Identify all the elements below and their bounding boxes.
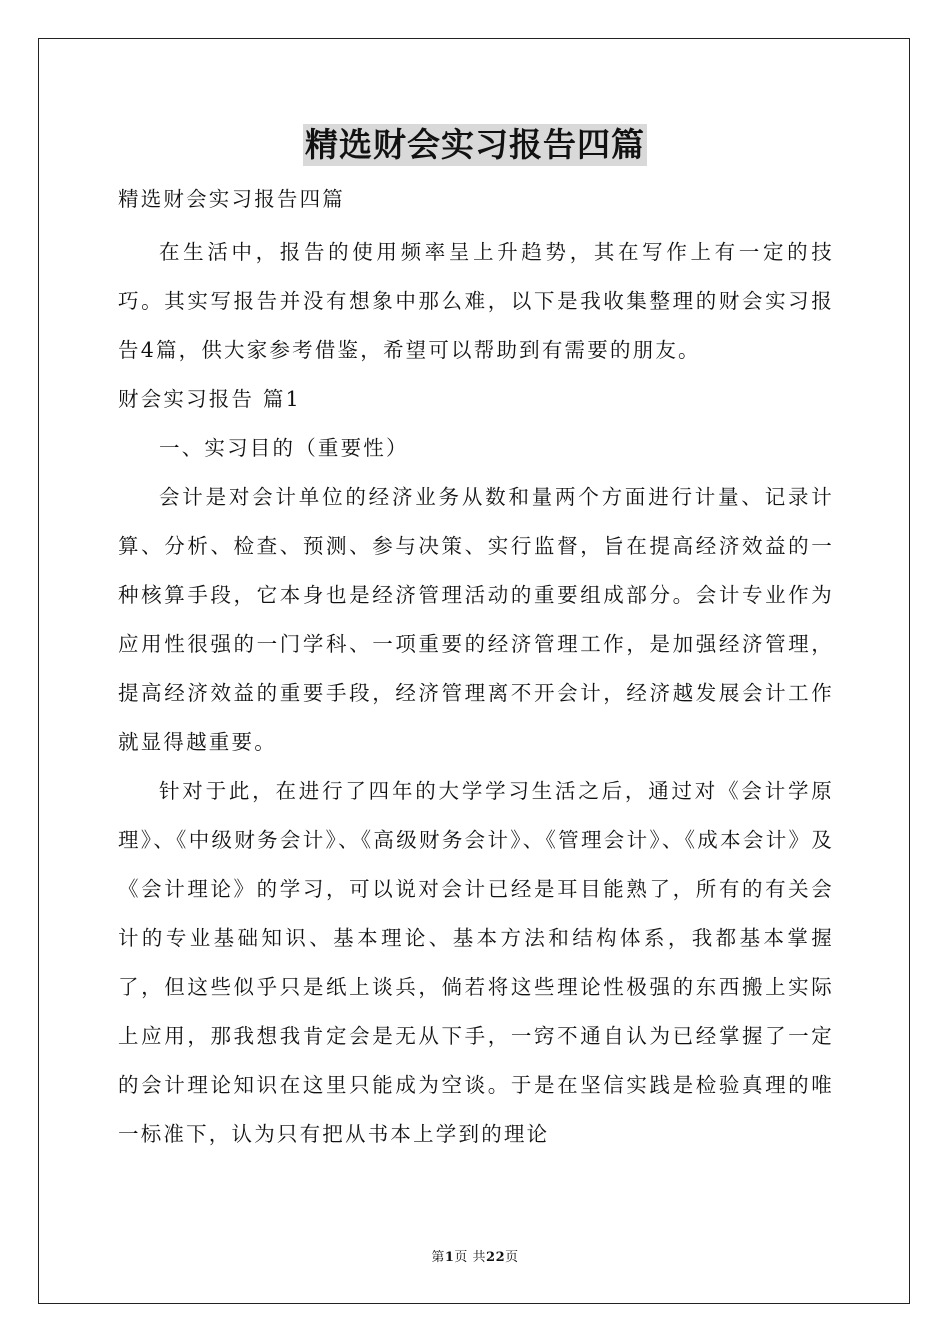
document-subtitle: 精选财会实习报告四篇 (118, 187, 345, 211)
document-title: 精选财会实习报告四篇 (305, 125, 645, 164)
title-area (0, 124, 950, 166)
page-total: 22 (486, 1250, 506, 1265)
page-footer (0, 1246, 950, 1265)
document-body (118, 183, 834, 1159)
body-paragraph-1: 会计是对会计单位的经济业务从数和量两个方面进行计量、记录计算、分析、检查、预测、参与决策、实行监督，旨在提高经济效益的一种核算手段，它本身也是经济管理活动的重要组成部分。会计专业作为应用性很强的一门学科、一项重要的经济管理工作，是加强经济管理，提高经济效益的重要手段，经济管理离不开会计，经济越发展会计工作就显得越重要。 (118, 485, 834, 754)
body-paragraph-2: 针对于此，在进行了四年的大学学习生活之后，通过对《会计学原理》、《中级财务会计》、《高级财务会计》、《管理会计》、《成本会计》及《会计理论》的学习，可以说对会计已经是耳目能熟了，所有的有关会计的专业基础知识、基本理论、基本方法和结构体系，我都基本掌握了，但这些似乎只是纸上谈兵，倘若将这些理论性极强的东西搬上实际上应用，那我想我肯定会是无从下手，一窍不通自认为已经掌握了一定的会计理论知识在这里只能成为空谈。于是在坚信实践是检验真理的唯一标准下，认为只有把从书本上学到的理论 (118, 779, 834, 1146)
intro-paragraph: 在生活中，报告的使用频率呈上升趋势，其在写作上有一定的技巧。其实写报告并没有想象中那么难，以下是我收集整理的财会实习报告4篇，供大家参考借鉴，希望可以帮助到有需要的朋友。 (118, 240, 834, 362)
subsection-heading: 一、实习目的（重要性） (159, 436, 409, 460)
page-number: 1 (444, 1250, 455, 1265)
page-prefix: 第 (431, 1250, 445, 1265)
section-heading: 财会实习报告 篇1 (118, 387, 301, 411)
page-mid: 页 共 (454, 1250, 487, 1265)
page-suffix: 页 (505, 1250, 519, 1265)
